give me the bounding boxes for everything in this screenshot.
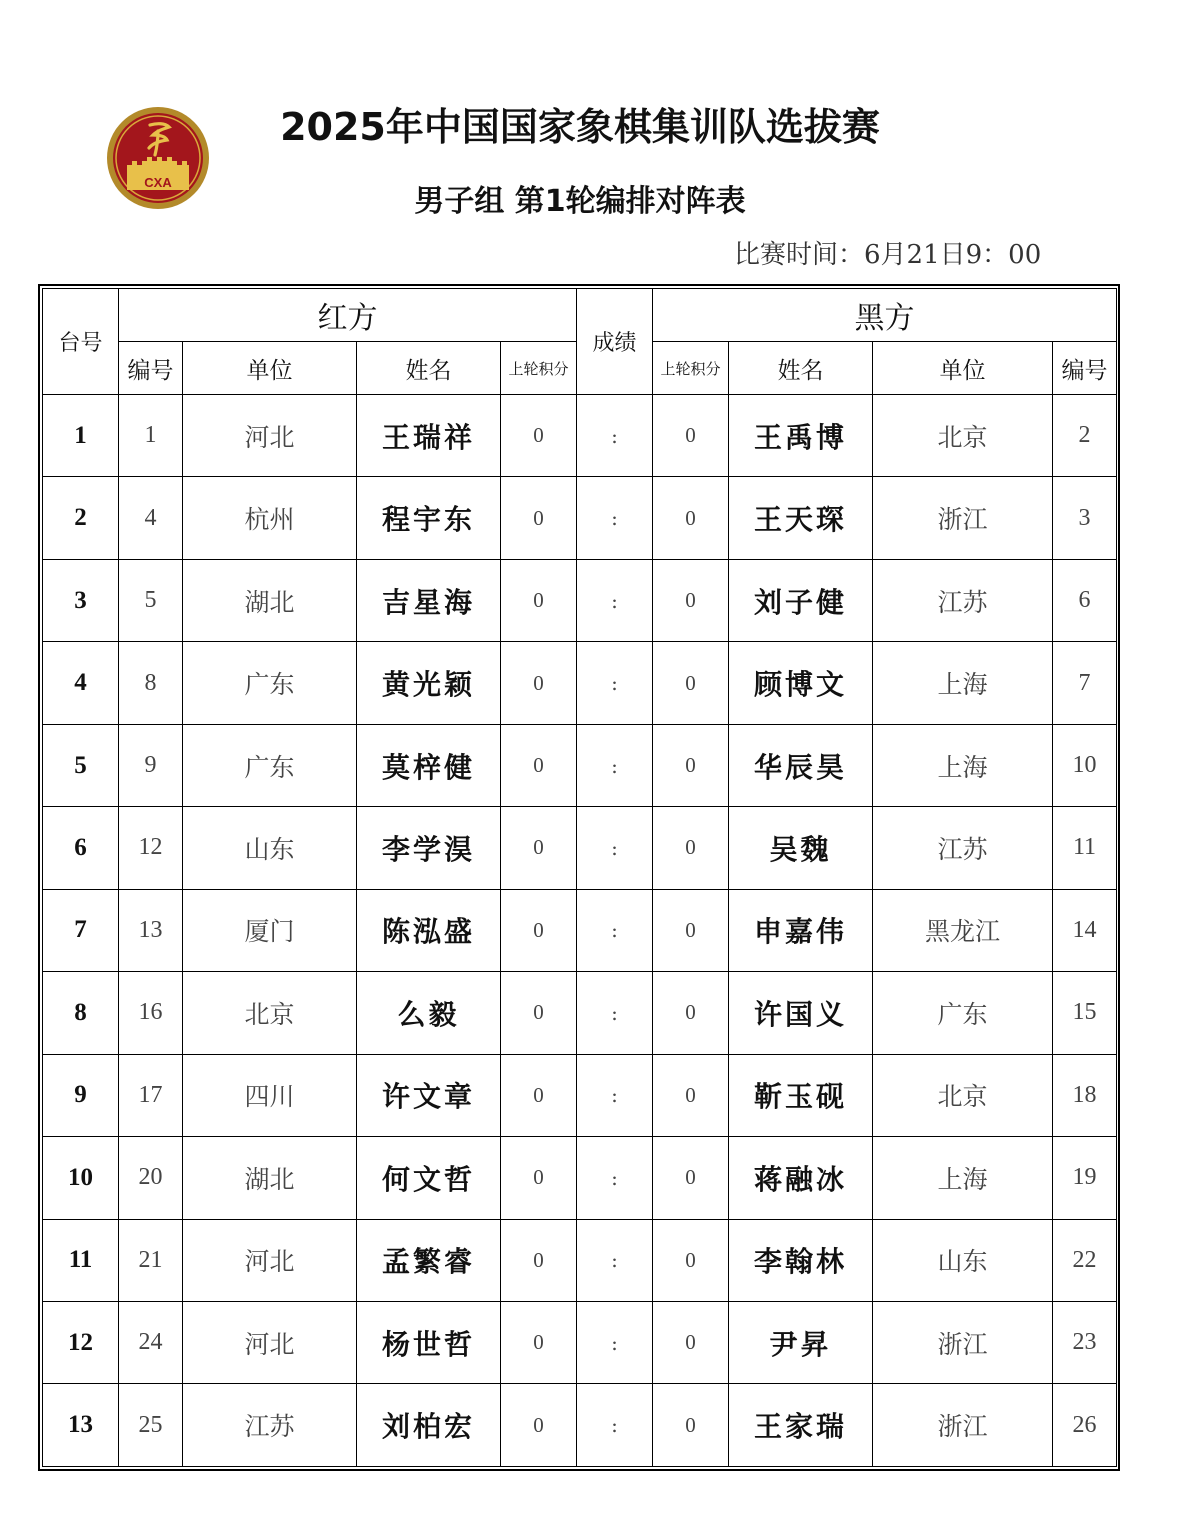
red-player-no: 12 bbox=[119, 807, 183, 889]
black-prev-points: 0 bbox=[653, 1054, 729, 1136]
pairing-table bbox=[42, 288, 1117, 1467]
red-player-no: 4 bbox=[119, 477, 183, 559]
board-number: 11 bbox=[43, 1219, 119, 1301]
black-player-no: 2 bbox=[1053, 395, 1117, 477]
red-player-no: 16 bbox=[119, 972, 183, 1054]
board-number: 6 bbox=[43, 807, 119, 889]
red-player-no: 8 bbox=[119, 642, 183, 724]
black-player-unit: 上海 bbox=[873, 1137, 1053, 1219]
pairing-table-frame bbox=[38, 284, 1120, 1471]
red-player-no: 9 bbox=[119, 724, 183, 806]
black-player-no: 7 bbox=[1053, 642, 1117, 724]
black-player-name: 王家瑞 bbox=[729, 1384, 873, 1467]
score-separator: : bbox=[577, 395, 653, 477]
table-row bbox=[43, 1301, 1117, 1383]
table-row bbox=[43, 559, 1117, 641]
table-row bbox=[43, 724, 1117, 806]
red-player-unit: 广东 bbox=[183, 642, 357, 724]
red-prev-points: 0 bbox=[501, 807, 577, 889]
black-player-unit: 北京 bbox=[873, 395, 1053, 477]
board-number: 1 bbox=[43, 395, 119, 477]
red-player-name: 吉星海 bbox=[357, 559, 501, 641]
black-player-no: 6 bbox=[1053, 559, 1117, 641]
black-player-no: 23 bbox=[1053, 1301, 1117, 1383]
black-player-unit: 广东 bbox=[873, 972, 1053, 1054]
board-number: 12 bbox=[43, 1301, 119, 1383]
red-player-no: 20 bbox=[119, 1137, 183, 1219]
red-player-name: 么毅 bbox=[357, 972, 501, 1054]
header-board: 台号 bbox=[43, 289, 119, 395]
black-prev-points: 0 bbox=[653, 477, 729, 559]
red-player-name: 程宇东 bbox=[357, 477, 501, 559]
score-separator: : bbox=[577, 1219, 653, 1301]
header-black-unit: 单位 bbox=[873, 342, 1053, 395]
score-separator: : bbox=[577, 559, 653, 641]
table-row bbox=[43, 889, 1117, 971]
board-number: 3 bbox=[43, 559, 119, 641]
black-player-no: 26 bbox=[1053, 1384, 1117, 1467]
black-player-no: 3 bbox=[1053, 477, 1117, 559]
table-row bbox=[43, 1219, 1117, 1301]
black-player-no: 10 bbox=[1053, 724, 1117, 806]
red-player-unit: 广东 bbox=[183, 724, 357, 806]
header-black: 黑方 bbox=[653, 289, 1117, 342]
page-subtitle: 男子组 第1轮编排对阵表 bbox=[414, 184, 746, 219]
black-prev-points: 0 bbox=[653, 724, 729, 806]
black-player-name: 华辰昊 bbox=[729, 724, 873, 806]
red-player-unit: 山东 bbox=[183, 807, 357, 889]
header-red-prev-points: 上轮积分 bbox=[501, 342, 577, 395]
black-player-name: 许国义 bbox=[729, 972, 873, 1054]
board-number: 8 bbox=[43, 972, 119, 1054]
header-red-name: 姓名 bbox=[357, 342, 501, 395]
red-prev-points: 0 bbox=[501, 1054, 577, 1136]
red-player-name: 莫梓健 bbox=[357, 724, 501, 806]
black-player-no: 19 bbox=[1053, 1137, 1117, 1219]
table-row bbox=[43, 395, 1117, 477]
board-number: 9 bbox=[43, 1054, 119, 1136]
red-player-unit: 四川 bbox=[183, 1054, 357, 1136]
red-player-unit: 湖北 bbox=[183, 559, 357, 641]
board-number: 13 bbox=[43, 1384, 119, 1467]
black-player-name: 刘子健 bbox=[729, 559, 873, 641]
header-black-prev-points: 上轮积分 bbox=[653, 342, 729, 395]
black-prev-points: 0 bbox=[653, 559, 729, 641]
board-number: 7 bbox=[43, 889, 119, 971]
black-player-no: 18 bbox=[1053, 1054, 1117, 1136]
black-prev-points: 0 bbox=[653, 1137, 729, 1219]
red-player-name: 王瑞祥 bbox=[357, 395, 501, 477]
board-number: 2 bbox=[43, 477, 119, 559]
black-prev-points: 0 bbox=[653, 1384, 729, 1467]
red-player-unit: 河北 bbox=[183, 1301, 357, 1383]
red-prev-points: 0 bbox=[501, 1219, 577, 1301]
black-prev-points: 0 bbox=[653, 642, 729, 724]
red-prev-points: 0 bbox=[501, 1384, 577, 1467]
score-separator: : bbox=[577, 807, 653, 889]
score-separator: : bbox=[577, 477, 653, 559]
red-prev-points: 0 bbox=[501, 559, 577, 641]
red-prev-points: 0 bbox=[501, 724, 577, 806]
black-player-no: 14 bbox=[1053, 889, 1117, 971]
page-title: 2025年中国国家象棋集训队选拔赛 bbox=[280, 105, 880, 149]
header-red: 红方 bbox=[119, 289, 577, 342]
red-player-no: 5 bbox=[119, 559, 183, 641]
black-prev-points: 0 bbox=[653, 1301, 729, 1383]
red-player-unit: 北京 bbox=[183, 972, 357, 1054]
red-player-no: 1 bbox=[119, 395, 183, 477]
black-player-unit: 江苏 bbox=[873, 807, 1053, 889]
red-prev-points: 0 bbox=[501, 1137, 577, 1219]
black-player-no: 11 bbox=[1053, 807, 1117, 889]
red-prev-points: 0 bbox=[501, 1301, 577, 1383]
header-red-unit: 单位 bbox=[183, 342, 357, 395]
red-player-unit: 厦门 bbox=[183, 889, 357, 971]
red-player-name: 刘柏宏 bbox=[357, 1384, 501, 1467]
red-player-unit: 河北 bbox=[183, 395, 357, 477]
header-red-no: 编号 bbox=[119, 342, 183, 395]
black-prev-points: 0 bbox=[653, 807, 729, 889]
red-player-unit: 江苏 bbox=[183, 1384, 357, 1467]
black-player-name: 申嘉伟 bbox=[729, 889, 873, 971]
red-player-no: 17 bbox=[119, 1054, 183, 1136]
red-player-no: 24 bbox=[119, 1301, 183, 1383]
table-row bbox=[43, 642, 1117, 724]
black-player-unit: 江苏 bbox=[873, 559, 1053, 641]
red-player-unit: 河北 bbox=[183, 1219, 357, 1301]
header-score: 成绩 bbox=[577, 289, 653, 395]
red-player-name: 许文章 bbox=[357, 1054, 501, 1136]
black-player-name: 靳玉砚 bbox=[729, 1054, 873, 1136]
black-player-name: 李翰林 bbox=[729, 1219, 873, 1301]
black-player-unit: 浙江 bbox=[873, 1384, 1053, 1467]
red-prev-points: 0 bbox=[501, 642, 577, 724]
red-player-unit: 杭州 bbox=[183, 477, 357, 559]
board-number: 4 bbox=[43, 642, 119, 724]
black-player-no: 22 bbox=[1053, 1219, 1117, 1301]
black-player-name: 尹昇 bbox=[729, 1301, 873, 1383]
black-player-unit: 浙江 bbox=[873, 1301, 1053, 1383]
black-player-name: 顾博文 bbox=[729, 642, 873, 724]
black-player-unit: 北京 bbox=[873, 1054, 1053, 1136]
score-separator: : bbox=[577, 1137, 653, 1219]
score-separator: : bbox=[577, 642, 653, 724]
red-player-name: 何文哲 bbox=[357, 1137, 501, 1219]
red-player-name: 孟繁睿 bbox=[357, 1219, 501, 1301]
table-row bbox=[43, 972, 1117, 1054]
black-prev-points: 0 bbox=[653, 889, 729, 971]
score-separator: : bbox=[577, 1301, 653, 1383]
red-player-name: 黄光颖 bbox=[357, 642, 501, 724]
score-separator: : bbox=[577, 1384, 653, 1467]
red-player-name: 陈泓盛 bbox=[357, 889, 501, 971]
black-player-unit: 浙江 bbox=[873, 477, 1053, 559]
score-separator: : bbox=[577, 972, 653, 1054]
score-separator: : bbox=[577, 889, 653, 971]
black-player-name: 吴魏 bbox=[729, 807, 873, 889]
red-prev-points: 0 bbox=[501, 395, 577, 477]
red-player-no: 21 bbox=[119, 1219, 183, 1301]
black-player-name: 蒋融冰 bbox=[729, 1137, 873, 1219]
table-row bbox=[43, 807, 1117, 889]
black-player-no: 15 bbox=[1053, 972, 1117, 1054]
board-number: 5 bbox=[43, 724, 119, 806]
red-prev-points: 0 bbox=[501, 889, 577, 971]
score-separator: : bbox=[577, 1054, 653, 1136]
red-player-name: 李学淏 bbox=[357, 807, 501, 889]
match-time: 比赛时间：6月21日9：00 bbox=[734, 240, 1042, 270]
black-player-name: 王禹博 bbox=[729, 395, 873, 477]
red-prev-points: 0 bbox=[501, 972, 577, 1054]
header-black-no: 编号 bbox=[1053, 342, 1117, 395]
table-row bbox=[43, 1054, 1117, 1136]
red-player-no: 13 bbox=[119, 889, 183, 971]
red-player-name: 杨世哲 bbox=[357, 1301, 501, 1383]
black-prev-points: 0 bbox=[653, 1219, 729, 1301]
red-player-unit: 湖北 bbox=[183, 1137, 357, 1219]
black-player-unit: 上海 bbox=[873, 724, 1053, 806]
red-prev-points: 0 bbox=[501, 477, 577, 559]
header-black-name: 姓名 bbox=[729, 342, 873, 395]
table-row bbox=[43, 477, 1117, 559]
black-player-unit: 上海 bbox=[873, 642, 1053, 724]
table-row bbox=[43, 1137, 1117, 1219]
black-prev-points: 0 bbox=[653, 395, 729, 477]
cxa-logo-text: CXA bbox=[144, 175, 172, 190]
board-number: 10 bbox=[43, 1137, 119, 1219]
table-row bbox=[43, 1384, 1117, 1467]
black-prev-points: 0 bbox=[653, 972, 729, 1054]
black-player-unit: 黑龙江 bbox=[873, 889, 1053, 971]
red-player-no: 25 bbox=[119, 1384, 183, 1467]
black-player-unit: 山东 bbox=[873, 1219, 1053, 1301]
black-player-name: 王天琛 bbox=[729, 477, 873, 559]
score-separator: : bbox=[577, 724, 653, 806]
